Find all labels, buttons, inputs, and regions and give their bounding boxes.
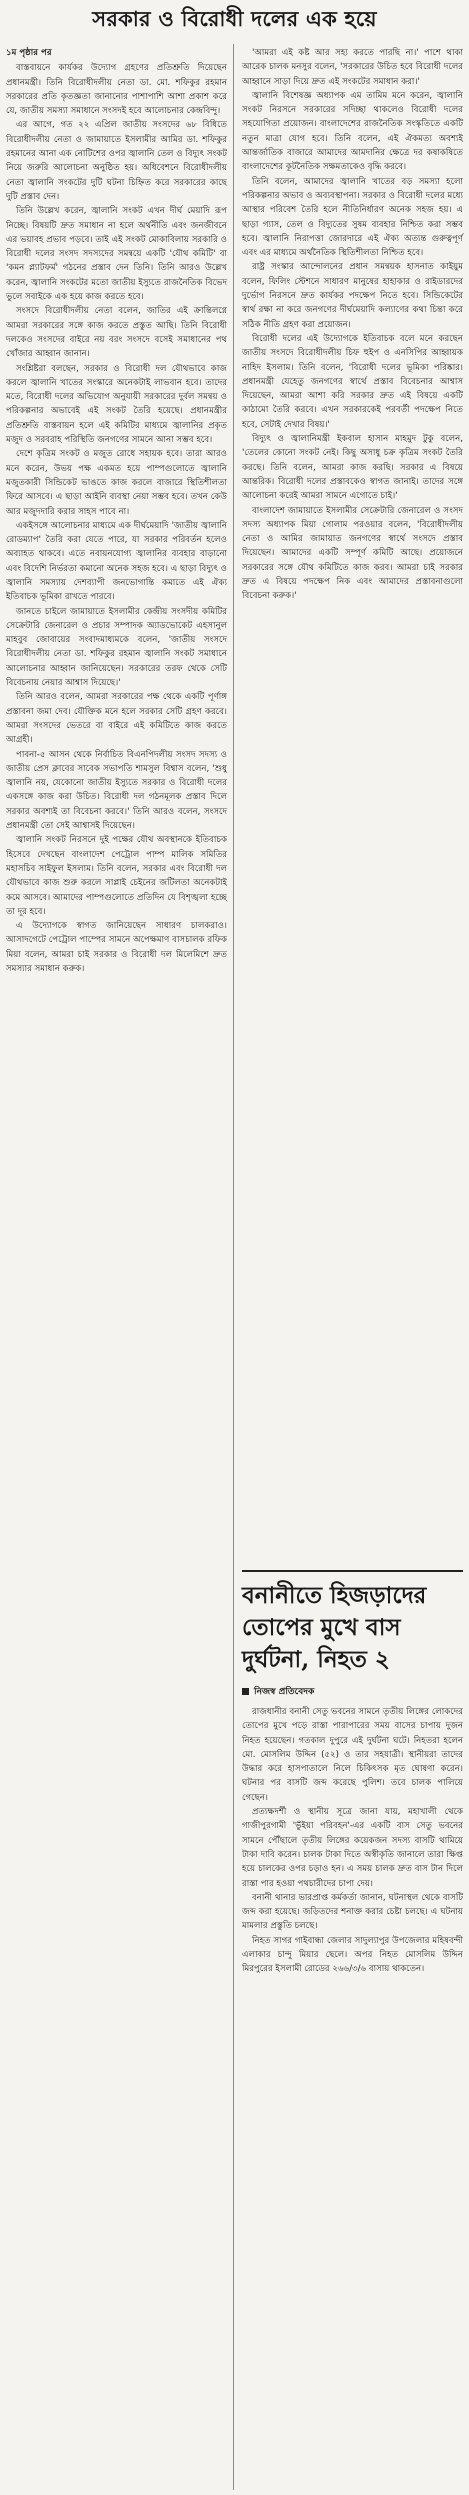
column-divider [233, 44, 234, 2490]
bullet-square-icon [242, 1688, 249, 1695]
article-paragraph: তিনি বলেন, আমাদের জ্বালানি খাতের বড় সমস্যা হলো পরিকল্পনার অভাব ও অব্যবস্থাপনা। সরকার ও বিরোধী দলের মধ্যে আস্থার পরিবেশ তৈরি হলে নীতিনির্ধারণ অনেক সহজ হয়। এ ছাড়া গ্যাস, তেল ও বিদ্যুতের সুষম ব্যবহার নিশ্চিত করা সম্ভব হবে। জ্বালানি নিরাপত্তা জোরদারে এই ঐক্য অত্যন্ত গুরুত্বপূর্ণ এবং এর মাধ্যমে অর্থনৈতিক স্থিতিশীলতা নিশ্চিত হবে। [242, 176, 463, 259]
article-paragraph: বাংলাদেশ জামায়াতে ইসলামীর সেক্রেটারি জেনারেল ও সংসদ সদস্য অধ্যাপক মিয়া গোলাম পরওয়ার বলেন, 'বিরোধীদলীয় নেতা ও আমির জামায়াত জনগণের স্বার্থে সংসদে প্রস্তাব দিয়েছেন। আমাদের একটি সম্পূর্ণ কমিটি আছে। প্রয়োজনে সরকারের সঙ্গে যৌথ কমিটিতে কাজ করব। আমরা চাই সরকার দ্রুত এ বিষয়ে পদক্ষেপ নিক এবং আমাদের প্রস্তাবনাগুলো বিবেচনা করুক।' [242, 505, 463, 602]
article-paragraph: রাজধানীর বনানী সেতু ভবনের সামনে তৃতীয় লিঙ্গের লোকদের তোপের মুখে পড়ে রাস্তা পারাপারের সময় বাসের চাপায় দুজন নিহত হয়েছেন। গতকাল দুপুরে এই দুর্ঘটনা ঘটে। নিহতরা হলেন মো. মোসলিম উদ্দিন (৫২) ও তার সহযাত্রী। স্থানীয়রা তাদের উদ্ধার করে হাসপাতালে নিলে চিকিৎসক মৃত ঘোষণা করেন। ঘটনার পর বাসটি জব্দ করেছে পুলিশ। তবে চালক পালিয়ে গেছেন। [242, 1707, 463, 1803]
second-story [242, 1570, 463, 1977]
article-paragraph: তিনি আরও বলেন, আমরা সরকারের পক্ষ থেকে একটি পূর্ণাঙ্গ প্রস্তাবনা জমা দেব। যৌক্তিক মনে হলে সরকার সেটি গ্রহণ করবে। আমরা সংসদের ভেতরে বা বাইরে এই কমিটিতে কাজ করতে আগ্রহী। [6, 692, 227, 746]
right-column [242, 46, 463, 604]
article-paragraph: এর আগে, গত ২২ এপ্রিল জাতীয় সংসদের ৬৮ বিধিতে বিরোধীদলীয় নেতা ও জামায়াতে ইসলামীর আমির ডা. শফিকুর রহমানের আনা এক নোটিশের ওপর জ্বালানি তেল ও বিদ্যুৎ সংকট নিয়ে জরুরি আলোচনা অনুষ্ঠিত হয়। অধিবেশনে বিরোধীদলীয় নেতা জ্বালানি সংকটের দুটি ঘটনা চিহ্নিত করে সরকারের কাছে দুটি প্রস্তাব দেন। [6, 120, 227, 202]
page-headline: সরকার ও বিরোধী দলের এক হয়ে [92, 6, 377, 31]
story2-headline: বনানীতে হিজড়াদের তোপের মুখে বাস দুর্ঘটনা, নিহত ২ [242, 1582, 427, 1673]
article-paragraph: 'আমরা এই কষ্ট আর সহ্য করতে পারছি না।' পাশে থাকা আরেক চালক মনসুর বলেন, 'সরকারের উচিত হবে বিরোধী দলের আহ্বানে সাড়া দিয়ে দ্রুত এই সংকটের সমাধান করা।' [242, 48, 463, 87]
article-paragraph: প্রত্যক্ষদর্শী ও স্থানীয় সূত্রে জানা যায়, মহাখালী থেকে গাজীপুরগামী 'ভুঁইয়া পরিবহন'-এর একটি বাস সেতু ভবনের সামনে পৌঁছালে তৃতীয় লিঙ্গের কয়েকজন সদস্য বাসটি থামিয়ে টাকা দাবি করেন। চালক টাকা দিতে অস্বীকৃতি জানালে তারা ক্ষিপ্ত হয়ে চালকের ওপর চড়াও হন। এ সময় চালক দ্রুত বাস টান দিলে রাস্তা পার হওয়া পথচারীদের চাপা দেয়। [242, 1807, 463, 1889]
article-paragraph: বাস্তবায়নে কার্যকর উদ্যোগ গ্রহণের প্রতিশ্রুতি দিয়েছেন প্রধানমন্ত্রী। তিনি বিরোধীদলীয় নেতা ডা. মো. শফিকুর রহমান সরকারের প্রতি কৃতজ্ঞতা জানানোর পাশাপাশি আশা প্রকাশ করে যে, জাতীয় সমস্যা সমাধানে সংসদই হবে আলোচনার কেন্দ্রবিন্দু। [6, 63, 227, 117]
article-paragraph: বিরোধী দলের এই উদ্যোগকে ইতিবাচক বলে মনে করছেন জাতীয় সংসদে বিরোধীদলীয় চিফ হুইপ ও এনসিপির আহ্বায়ক নাহিদ ইসলাম। তিনি বলেন, 'বিরোধী দলের ভূমিকা পরিষ্কার। প্রধানমন্ত্রী যেহেতু জনগণের স্বার্থে প্রস্তাব বিবেচনার আশ্বাস দিয়েছেন, আমরা আশা করি সরকার দ্রুত এই বিষয়ে একটি কাঠামো তৈরি করবে। এখন সরকারকেই পরবর্তী পদক্ষেপ নিতে হবে, সেটাই দেখার বিষয়।' [242, 333, 463, 430]
story2-body [242, 1705, 463, 1977]
article-paragraph: সংসদে বিরোধীদলীয় নেতা বলেন, জাতির এই ক্রান্তিলগ্নে আমরা সরকারের সঙ্গে কাজ করতে প্রস্তুত আছি। তিনি বিরোধী দলকেও সংসদের বাইরে নয় বরং সংসদে বসেই সমাধানের পথ খোঁজার আহ্বান জানান। [6, 306, 227, 360]
article-paragraph: একইসঙ্গে আলোচনার মাধ্যমে এক দীর্ঘমেয়াদি 'জাতীয় জ্বালানি রোডম্যাপ' তৈরি করা যেতে পারে, যা সরকার পরিবর্তন হলেও অব্যাহত থাকবে। এতে নবায়নযোগ্য জ্বালানির ব্যবহার বাড়ানো এবং বিদেশি নির্ভরতা কমানো অনেক সহজ হবে। এ ছাড়া বিদ্যুৎ ও জ্বালানি সমস্যায় দেশব্যাপী জনভোগান্তি কমাতে এই ঐক্য ইতিবাচক ভূমিকা রাখতে পারবে। [6, 520, 227, 603]
article-paragraph: জানতে চাইলে জামায়াতে ইসলামীর কেন্দ্রীয় সংসদীয় কমিটির সেক্রেটারি জেনারেল ও প্রচার সম্পাদক অ্যাডভোকেট এহসানুল মাহবুব জোবায়ের সংবাদমাধ্যমকে বলেন, 'জাতীয় সংসদে বিরোধীদলীয় নেতা ডা. শফিকুর রহমান জ্বালানি সংকট সমাধানে আলোচনার আহ্বান জানিয়েছেন। সরকারের তরফ থেকে সেটি বিবেচনায় নেয়ার আশ্বাস দিয়েছে।' [6, 606, 227, 689]
article-paragraph: জ্বালানি বিশেষজ্ঞ অধ্যাপক এম তামিম মনে করেন, জ্বালানি সংকট নিরসনে সরকারের সদিচ্ছা থাকলেও বিরোধী দলের সহযোগিতা প্রয়োজন। বাংলাদেশের রাজনৈতিক সংস্কৃতিতে একটি নতুন মাত্রা যোগ হবে। তিনি বলেন, এই ঐকমত্য অবশ্যই আন্তর্জাতিক বাজারে আমাদের আমদানির ক্ষেত্রে দর কষাকষিতে বাংলাদেশের কূটনৈতিক সক্ষমতাকেও বৃদ্ধি করবে। [242, 90, 463, 173]
article-paragraph: বিদ্যুৎ ও জ্বালানিমন্ত্রী ইকবাল হাসান মাহমুদ টুকু বলেন, 'তেলের কোনো সংকট নেই। কিছু অসাধু চক্র কৃত্রিম সংকট তৈরি করছে। তিনি বলেন, আমরা কাজ করছি। সরকার এ বিষয়ে আন্তরিক। বিরোধী দলের প্রস্তাবকেও স্বাগত জানাই। তাদের সঙ্গে আলোচনা করেই আমরা সামনে এগোতে চাই।' [242, 434, 463, 502]
article-paragraph: এ উদ্যোগকে স্বাগত জানিয়েছেন সাধারণ চালকরাও। আসাদগেটে পেট্রোল পাম্পের সামনে অপেক্ষমাণ বাসচালক রফিক মিয়া বলেন, আমরা চাই সরকার ও বিরোধী দল মিলেমিশে দ্রুত সমস্যার সমাধান করুক। [6, 921, 227, 974]
article-paragraph: বনানী থানার ভারপ্রাপ্ত কর্মকর্তা জানান, ঘটনাস্থল থেকে বাসটি জব্দ করা হয়েছে। জড়িতদের শনাক্ত করার চেষ্টা চলছে। এ ঘটনায় মামলার প্রস্তুতি চলছে। [242, 1892, 463, 1932]
article-paragraph: তিনি উল্লেখ করেন, জ্বালানি সংকট এখন দীর্ঘ মেয়াদি রূপ নিচ্ছে। বিষয়টি দ্রুত সমাধান না হলে অর্থনীতি এবং জনজীবনে এর ভয়াবহ প্রভাব পড়বে। তাই এই সংকট মোকাবিলায় সরকারি ও বিরোধী দলের সংসদ সদস্যদের সমন্বয়ে একটি 'যৌথ কমিটি' বা 'কমন প্ল্যাটফর্ম' গঠনের প্রস্তাব দেন তিনি। তিনি আরও উল্লেখ করেন, জ্বালানি সংকটের মতো জাতীয় ইস্যুতে রাজনৈতিক বিভেদ ভুলে সবাইকে এক হয়ে কাজ করতে হবে। [6, 206, 227, 303]
left-column [6, 46, 227, 976]
story-separator [242, 1570, 463, 1572]
article-paragraph: সংশ্লিষ্টরা বলছেন, সরকার ও বিরোধী দল যৌথভাবে কাজ করলে জ্বালানি খাতের সংস্কারে অনেকটাই লাভবান হবে। তাদের মতে, বিরোধী দলের অভিযোগ অনুযায়ী সরকারের দুর্বল সমন্বয় ও পরিকল্পনার অভাবেই এই সংকট তৈরি হয়েছে। প্রধানমন্ত্রীর প্রতিশ্রুতি বাস্তবায়ন হলে এই কমিটির মাধ্যমে জ্বালানির প্রকৃত মজুদ ও সরবরাহ পরিস্থিতি জনগণের সামনে আনা সম্ভব হবে। [6, 363, 227, 446]
article-paragraph: জ্বালানি সংকট নিরসনে দুই পক্ষের যৌথ অবস্থানকে ইতিবাচক হিসেবে দেখছেন বাংলাদেশ পেট্রোল পাম্প মালিক সমিতির মহাসচিব সাইফুল ইসলাম। তিনি বলেন, সরকার এবং বিরোধী দল যৌথভাবে কাজ শুরু করলে সাপ্লাই চেইনের জটিলতা অনেকটাই কমে আসবে। আমাদের পাম্পগুলোতে প্রতিদিন যে বিশৃঙ্খলা হচ্ছে তা দূর হবে। [6, 835, 227, 917]
article-paragraph: রাষ্ট্র সংস্কার আন্দোলনের প্রধান সমন্বয়ক হাসনাত কাইয়ুম বলেন, ফিলিং স্টেশনে সাধারণ মানুষের হাহাকার ও রাইডারদের দুর্ভোগ নিরসনে দ্রুত কার্যকর পদক্ষেপ নিতে হবে। সিন্ডিকেটের স্বার্থ রক্ষা না করে জনগণের দীর্ঘমেয়াদি কল্যাণের কথা চিন্তা করে সঠিক নীতি গ্রহণ করা প্রয়োজন। [242, 262, 463, 330]
article-paragraph: নিহত সাগর গাইবান্ধা জেলার সাদুল্যাপুর উপজেলার মহিষবন্দী এলাকার চান্দু মিয়ার ছেলে। অপর নিহত মোসলিম উদ্দিন মিরপুরের ইসলামী রোডের ২৬৬/৩/৬ বাসায় থাকতেন। [242, 1935, 463, 1975]
byline-text: নিজস্ব প্রতিবেদক [254, 1687, 315, 1697]
continued-label: ১ম পৃষ্ঠার পর [6, 48, 52, 58]
article-paragraph: দেশে কৃত্রিম সংকট ও মজুত রোধে সহায়ক হবে। তারা আরও মনে করেন, উভয় পক্ষ একমত হয়ে পাম্পগুলোতে জ্বালানি মজুতকারী সিন্ডিকেট ভাঙতে কাজ করলে বাজারে স্থিতিশীলতা ফিরে আসবে। এ ছাড়া আইনি ব্যবস্থা নেয়া সম্ভব হবে। তখন কেউ আর মজুদদারি করার সাহস পাবে না। [6, 449, 227, 517]
article-paragraph: পাবনা-৫ আসন থেকে নির্বাচিত বিএনপিদলীয় সংসদ সদস্য ও জাতীয় প্রেস ক্লাবের সাবেক সভাপতি শামসুল বিশ্বাস বলেন, 'শুধু জ্বালানি নয়, যেকোনো জাতীয় ইস্যুতে সরকার ও বিরোধী দলের একসঙ্গে কাজ করা উচিত। বিরোধী দল গঠনমূলক প্রস্তাব দিলে সরকার অবশ্যই তা বিবেচনা করবে।' তিনি আরও বলেন, সংসদে প্রধানমন্ত্রী তো সেই আশ্বাসই দিয়েছেন। [6, 749, 227, 832]
byline [242, 1684, 463, 1699]
